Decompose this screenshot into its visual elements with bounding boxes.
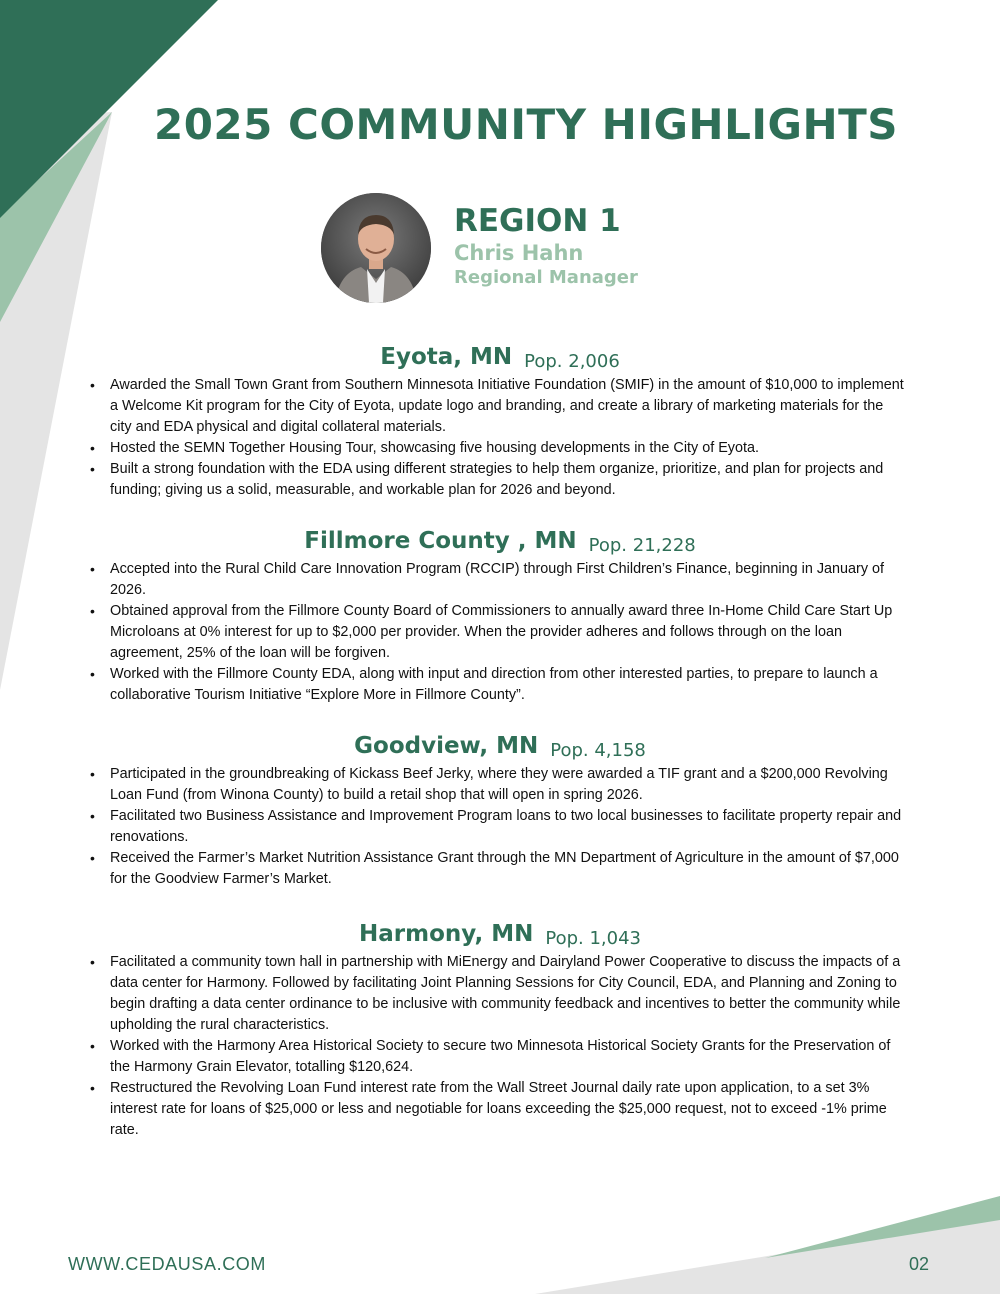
highlight-item: • Received the Farmer’s Market Nutrition Assistance Grant through the MN Department of Agriculture in the amount of $7,000 for the Goodview Farmer’s Market. [110, 848, 905, 890]
community-name: Eyota, MN [380, 344, 513, 370]
highlights-list [0, 559, 905, 706]
community-section-fillmore-county [0, 523, 1000, 706]
highlights-list [0, 764, 905, 890]
community-section-harmony [0, 916, 1000, 1141]
profile-info [454, 202, 638, 289]
community-name: Goodview, MN [354, 733, 539, 759]
highlight-item: • Awarded the Small Town Grant from Southern Minnesota Initiative Foundation (SMIF) in the amount of $10,000 to implement a Welcome Kit program for the City of Eyota, update logo and branding, and create a library of marketing materials for the city and EDA physical and digital collateral materials. [110, 375, 905, 438]
section-heading [0, 523, 1000, 559]
section-heading [0, 916, 1000, 952]
highlight-item: • Accepted into the Rural Child Care Innovation Program (RCCIP) through First Children’s Finance, beginning in January of 2026. [110, 559, 905, 601]
community-name: Harmony, MN [359, 921, 534, 947]
person-photo-icon [321, 193, 431, 303]
highlight-item: • Participated in the groundbreaking of Kickass Beef Jerky, where they were awarded a TIF grant and a $200,000 Revolving Loan Fund (from Winona County) to build a retail shop that will open in spring 2026. [110, 764, 905, 806]
community-population: Pop. 4,158 [550, 740, 646, 761]
community-population: Pop. 21,228 [588, 535, 696, 556]
highlight-item: • Worked with the Fillmore County EDA, along with input and direction from other interested parties, to prepare to launch a collaborative Tourism Initiative “Explore More in Fillmore County”. [110, 664, 905, 706]
highlight-item: • Hosted the SEMN Together Housing Tour, showcasing five housing developments in the City of Eyota. [110, 438, 905, 459]
profile-photo [321, 193, 431, 303]
community-name: Fillmore County , MN [304, 528, 577, 554]
page-number: 02 [909, 1254, 930, 1274]
footer-website-link[interactable]: WWW.CEDAUSA.COM [68, 1254, 266, 1274]
region-label: REGION 1 [454, 203, 621, 239]
highlight-item: • Worked with the Harmony Area Historical Society to secure two Minnesota Historical Society Grants for the Preservation of the Harmony Grain Elevator, totalling $120,624. [110, 1036, 905, 1078]
community-section-goodview [0, 728, 1000, 890]
highlights-list [0, 375, 905, 501]
highlights-list [0, 952, 905, 1141]
manager-name: Chris Hahn [454, 241, 584, 265]
section-heading [0, 728, 1000, 764]
manager-role: Regional Manager [454, 267, 638, 288]
highlight-item: • Facilitated a community town hall in partnership with MiEnergy and Dairyland Power Cooperative to discuss the impacts of a data center for Harmony. Followed by facilitating Joint Planning Sessions for City Council, EDA, and Planning and Zoning to begin drafting a data center ordinance to be inclusive with community feedback and incentives to better the community while upholding the rural characteristics. [110, 952, 905, 1036]
page-title: 2025 COMMUNITY HIGHLIGHTS [153, 100, 898, 149]
community-population: Pop. 2,006 [524, 351, 620, 372]
highlight-item: • Built a strong foundation with the EDA using different strategies to help them organize, prioritize, and plan for projects and funding; giving us a solid, measurable, and workable plan for 2026 and beyond. [110, 459, 905, 501]
community-population: Pop. 1,043 [545, 928, 641, 949]
highlight-item: • Obtained approval from the Fillmore County Board of Commissioners to annually award three In-Home Child Care Start Up Microloans at 0% interest for up to $2,000 per provider. When the provider adheres and follows through on the loan agreement, 25% of the loan will be forgiven. [110, 601, 905, 664]
section-heading [0, 339, 1000, 375]
highlight-item: • Restructured the Revolving Loan Fund interest rate from the Wall Street Journal daily rate upon application, to a set 3% interest rate for loans of $25,000 or less and negotiable for loans exceeding the $25,000 request, not to exceed -1% prime rate. [110, 1078, 905, 1141]
community-section-eyota [0, 339, 1000, 501]
highlight-item: • Facilitated two Business Assistance and Improvement Program loans to two local businesses to facilitate property repair and renovations. [110, 806, 905, 848]
